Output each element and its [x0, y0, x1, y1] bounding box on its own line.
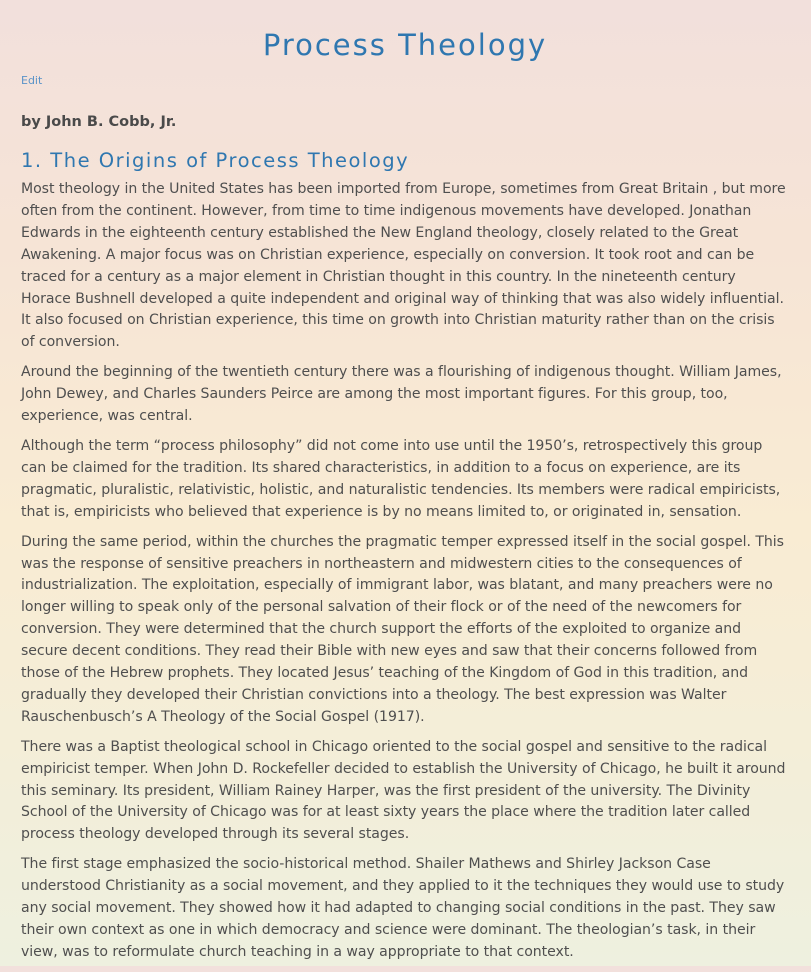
paragraph: Around the beginning of the twentieth century there was a flourishing of indigenous thought. William James, John Dewey, and Charles Saunders Peirce are among the most important figures. For this group, too, experience, was central.: [21, 364, 782, 425]
paragraph: There was a Baptist theological school in Chicago oriented to the social gospel and sensitive to the radical empiricist temper. When John D. Rockefeller decided to establish the University of Chicago, he built it around this seminary. Its president, William Rainey Harper, was the first president of the university. The Divinity School of the University of Chicago was for at least sixty years the place where the tradition later called process theology developed through its several stages.: [21, 738, 786, 843]
edit-link[interactable]: Edit: [21, 74, 43, 87]
paragraph: The first stage emphasized the socio-historical method. Shailer Mathews and Shirley Jackson Case understood Christianity as a social movement, and they applied to it the techniques they would use to study any social movement. They showed how it had adapted to changing social conditions in the past. They saw their own context as one in which democracy and science were dominant. The theologian’s task, in their view, was to reformulate church teaching in a way appropriate to that context.: [21, 856, 785, 960]
section-heading: 1. The Origins of Process Theology: [21, 149, 410, 172]
paragraph: Although the term “process philosophy” did not come into use until the 1950’s, retrospectively this group can be claimed for the tradition. Its shared characteristics, in addition to a focus on experience, are its pragmatic, pluralistic, relativistic, holistic, and naturalistic tendencies. Its members were radical empiricists, that is, empiricists who believed that experience is by no means limited to, or originated in, sensation.: [21, 437, 781, 520]
paragraph: During the same period, within the churches the pragmatic temper expressed itself in the social gospel. This was the response of sensitive preachers in northeastern and midwestern cities to the consequences of industrialization. The exploitation, especially of immigrant labor, was blatant, and many preachers were no longer willing to speak only of the personal salvation of their flock or of the need of the newcomers for conversion. They were determined that the church support the efforts of the exploited to organize and secure decent conditions. They read their Bible with new eyes and saw that their concerns followed from those of the Hebrew prophets. They located Jesus’ teaching of the Kingdom of God in this tradition, and gradually they developed their Christian convictions into a theology. The best expression was Walter Rauschenbusch’s A Theology of the Social Gospel (1917).: [21, 533, 784, 725]
author-byline: by John B. Cobb, Jr.: [21, 114, 177, 130]
page-title: Process Theology: [262, 28, 548, 62]
article-body: [21, 179, 789, 972]
paragraph: Most theology in the United States has been imported from Europe, sometimes from Great Britain , but more often from the continent. However, from time to time indigenous movements have developed. Jonathan Edwards in the eighteenth century established the New England theology, closely related to the Great Awakening. A major focus was on Christian experience, especially on conversion. It took root and can be traced for a century as a major element in Christian thought in this country. In the nineteenth century Horace Bushnell developed a quite independent and original way of thinking that was also widely influential. It also focused on Christian experience, this time on growth into Christian maturity rather than on the crisis of conversion.: [21, 181, 786, 351]
